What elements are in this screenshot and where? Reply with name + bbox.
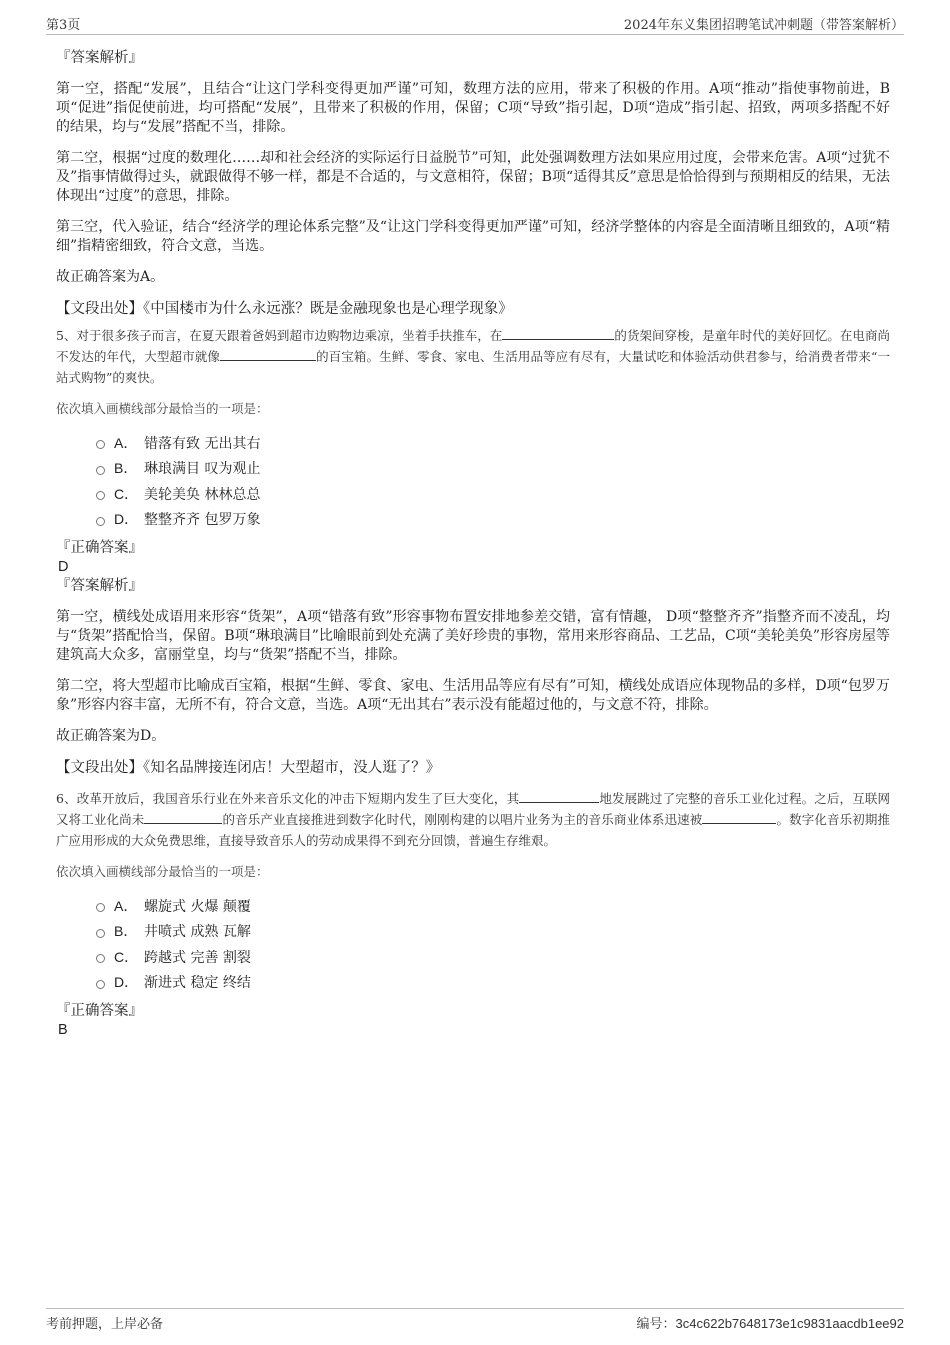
- page-number: 第3页: [46, 18, 81, 33]
- radio-icon[interactable]: [96, 980, 105, 989]
- radio-icon[interactable]: [96, 440, 105, 449]
- correct-answer-heading: 『正确答案』: [56, 540, 143, 556]
- question-5: 5、对于很多孩子而言，在夏天跟着爸妈到超市边购物边乘凉，坐着手扶推车，在 的货架间穿梭，是童年时代的美好回忆。在电商尚不发达的年代，大型超市就像 的百宝箱。生鲜、零食、家电、生活用品等应有尽有，大量试吃和体验活动供君参与，给消费者带来“一站式购物”的爽快。: [56, 328, 890, 385]
- radio-icon[interactable]: [96, 466, 105, 475]
- radio-icon[interactable]: [96, 903, 105, 912]
- radio-icon[interactable]: [96, 517, 105, 526]
- analysis-paragraph: 第二空，将大型超市比喻成百宝箱，根据“生鲜、零食、家电、生活用品等应有尽有”可知，横线处成语应体现物品的多样，D项“包罗万象”形容内容丰富，无所不有，符合文意，当选。A项“无出其右”表示没有能超过他的，与文意不符，排除。: [56, 678, 890, 713]
- question-prompt: 依次填入画横线部分最恰当的一项是：: [56, 401, 269, 416]
- fill-blank: [144, 811, 222, 824]
- analysis-heading: 『答案解析』: [56, 578, 143, 594]
- option-c[interactable]: C． 跨越式 完善 割裂: [96, 944, 890, 970]
- radio-icon[interactable]: [96, 929, 105, 938]
- option-a[interactable]: A． 螺旋式 火爆 颠覆: [96, 893, 890, 919]
- option-a[interactable]: A． 错落有致 无出其右: [96, 430, 890, 456]
- question-6: 6、改革开放后，我国音乐行业在外来音乐文化的冲击下短期内发生了巨大变化，其 地发展跳过了完整的音乐工业化过程。之后，互联网又将工业化尚未 的音乐产业直接推进到数字化时代，刚刚构建的以唱片业务为主的音乐商业体系迅速被 。数字化音乐初期推广应用形成的大众免费思维，直接导致音乐人的劳动成果得不到充分回馈，普遍生存维艰。: [56, 791, 890, 848]
- fill-blank: [502, 327, 614, 340]
- document-title: 2024年东义集团招聘笔试冲刺题（带答案解析）: [623, 18, 904, 33]
- option-d[interactable]: D． 整整齐齐 包罗万象: [96, 507, 890, 533]
- options-list: [96, 430, 890, 532]
- passage-source: 【文段出处】《中国楼市为什么永远涨？既是金融现象也是心理学现象》: [56, 301, 513, 317]
- option-c[interactable]: C． 美轮美奂 林林总总: [96, 481, 890, 507]
- analysis-paragraph: 第三空，代入验证，结合“经济学的理论体系完整”及“让这门学科变得更加严谨”可知，经济学整体的内容是全面清晰且细致的，A项“精细”指精密细致，符合文意，当选。: [56, 219, 890, 254]
- fill-blank: [519, 790, 599, 803]
- conclusion: 故正确答案为D。: [56, 728, 166, 744]
- correct-answer: D: [58, 559, 69, 575]
- analysis-paragraph: 第一空，横线处成语用来形容“货架”，A项“错落有致”形容事物布置安排地参差交错，富有情趣， D项“整整齐齐”指整齐而不凌乱，均与“货架”搭配恰当，保留。B项“琳琅满目”比喻眼前到处充满了美好珍贵的事物，常用来形容商品、工艺品，C项“美轮美奂”形容房屋等建筑高大众多，富丽堂皇，均与“货架”搭配不当，排除。: [56, 609, 890, 663]
- option-b[interactable]: B． 井喷式 成熟 瓦解: [96, 919, 890, 945]
- radio-icon[interactable]: [96, 954, 105, 963]
- passage-source: 【文段出处】《知名品牌接连闭店！大型超市，没人逛了？》: [56, 760, 441, 776]
- analysis-paragraph: 第一空，搭配“发展”，且结合“让这门学科变得更加严谨”可知，数理方法的应用，带来了积极的作用。A项“推动”指使事物前进，B项“促进”指促使前进，均可搭配“发展”，且带来了积极的作用，保留；C项“导致”指引起，D项“造成”指引起、招致，两项多搭配不好的结果，均与“发展”搭配不当，排除。: [56, 81, 890, 135]
- options-list: [96, 893, 890, 995]
- question-prompt: 依次填入画横线部分最恰当的一项是：: [56, 864, 269, 879]
- fill-blank: [220, 348, 316, 361]
- fill-blank: [702, 811, 776, 824]
- option-d[interactable]: D． 渐进式 稳定 终结: [96, 970, 890, 996]
- correct-answer: B: [58, 1022, 68, 1038]
- footer-slogan: 考前押题，上岸必备: [46, 1317, 164, 1332]
- document-code: 编号：3c4c622b7648173e1c9831aacdb1ee92: [636, 1316, 904, 1332]
- correct-answer-heading: 『正确答案』: [56, 1003, 143, 1019]
- analysis-paragraph: 第二空，根据“过度的数理化……却和社会经济的实际运行日益脱节”可知，此处强调数理方法如果应用过度，会带来危害。A项“过犹不及”指事情做得过头，就跟做得不够一样，都是不合适的，与文意相符，保留；B项“适得其反”意思是恰恰得到与预期相反的结果，无法体现出“过度”的意思，排除。: [56, 150, 890, 204]
- page-header: [46, 14, 904, 35]
- radio-icon[interactable]: [96, 491, 105, 500]
- conclusion: 故正确答案为A。: [56, 269, 165, 285]
- page-footer: [46, 1308, 904, 1331]
- document-body: [56, 48, 890, 1039]
- option-b[interactable]: B． 琳琅满目 叹为观止: [96, 456, 890, 482]
- analysis-heading: 『答案解析』: [56, 50, 143, 66]
